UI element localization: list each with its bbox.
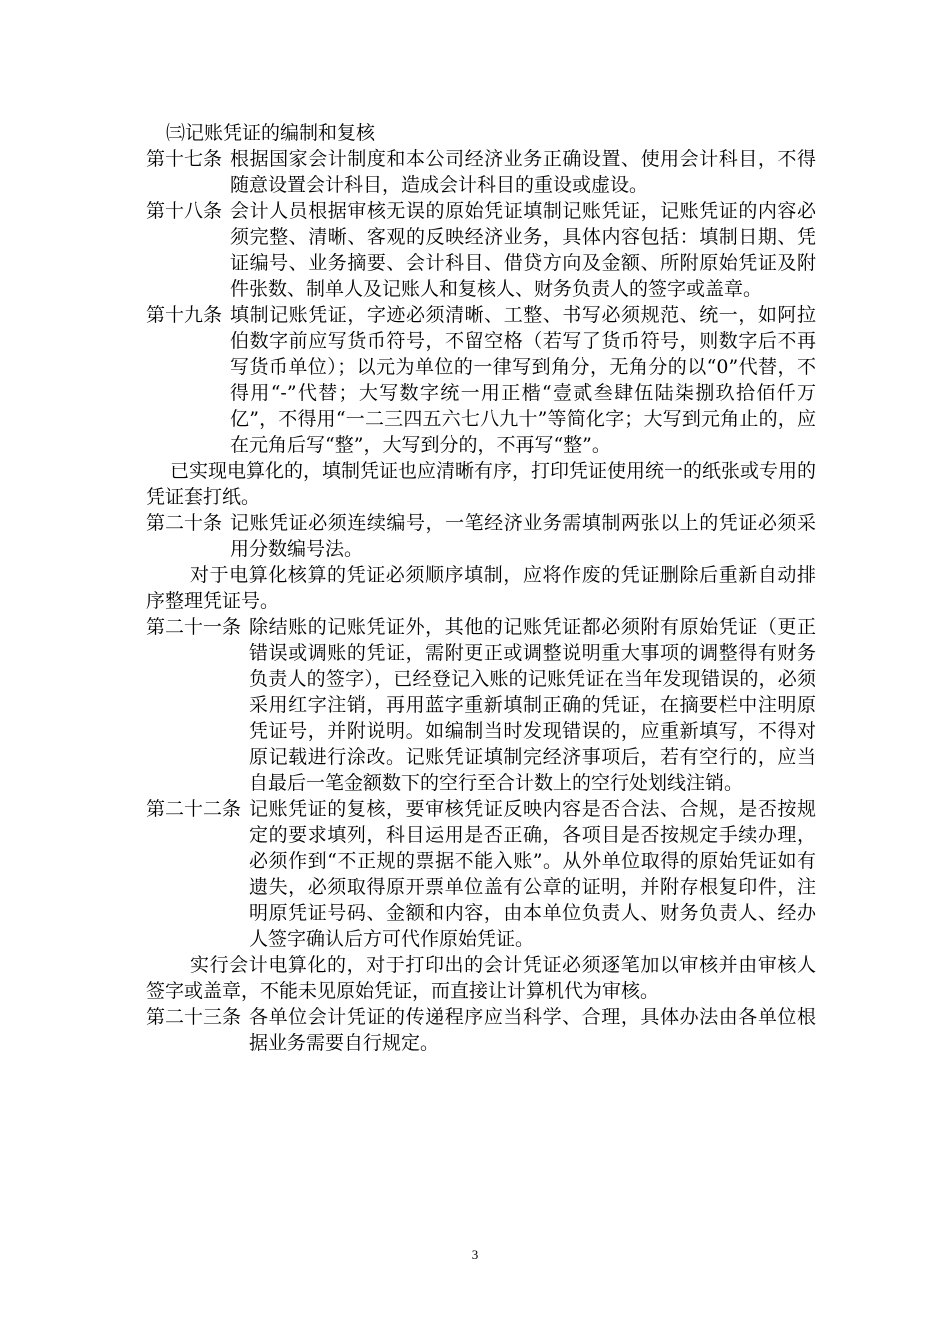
article-text: 会计人员根据审核无误的原始凭证填制记账凭证，记账凭证的内容必须完整、清晰、客观的反映经济业务，具体内容包括：填制日期、凭证编号、业务摘要、会计科目、借贷方向及金额、所附原始凭证及附件张数、制单人及记账人和复核人、财务负责人的签字或盖章。 (230, 200, 816, 300)
article-label: 第十九条 (146, 304, 223, 326)
article-18 (146, 198, 816, 302)
article-label: 第十七条 (146, 148, 223, 170)
section-heading: ㈢记账凭证的编制和复核 (166, 122, 376, 144)
paragraph-computerized-review: 实行会计电算化的，对于打印出的会计凭证必须逐笔加以审核并由审核人签字或盖章，不能未见原始凭证，而直接让计算机代为审核。 (146, 954, 816, 1002)
document-body (146, 120, 816, 1056)
article-text: 各单位会计凭证的传递程序应当科学、合理，具体办法由各单位根据业务需要自行规定。 (249, 1006, 816, 1054)
article-21 (146, 614, 816, 796)
article-text: 除结账的记账凭证外，其他的记账凭证都必须附有原始凭证（更正错误或调账的凭证，需附更正或调整说明重大事项的调整得有财务负责人的签字），已经登记入账的记账凭证在当年发现错误的，必须采用红字注销，再用蓝字重新填制正确的凭证，在摘要栏中注明原凭证号，并附说明。如编制当时发现错误的，应重新填写，不得对原记载进行涂改。记账凭证填制完经济事项后，若有空行的，应当自最后一笔金额数下的空行至合计数上的空行处划线注销。 (249, 616, 816, 794)
article-label: 第十八条 (146, 200, 223, 222)
article-23 (146, 1004, 816, 1056)
article-20 (146, 510, 816, 562)
article-text: 记账凭证的复核，要审核凭证反映内容是否合法、合规，是否按规定的要求填列，科目运用是否正确，各项目是否按规定手续办理，必须作到“不正规的票据不能入账”。从外单位取得的原始凭证如有遗失，必须取得原开票单位盖有公章的证明，并附存根复印件，注明原凭证号码、金额和内容，由本单位负责人、财务负责人、经办人签字确认后方可代作原始凭证。 (249, 798, 816, 950)
article-17 (146, 146, 816, 198)
article-19 (146, 302, 816, 458)
article-text: 根据国家会计制度和本公司经济业务正确设置、使用会计科目，不得随意设置会计科目，造成会计科目的重设或虚设。 (230, 148, 816, 196)
article-label: 第二十一条 (146, 616, 242, 638)
article-text: 记账凭证必须连续编号，一笔经济业务需填制两张以上的凭证必须采用分数编号法。 (230, 512, 816, 560)
article-text: 填制记账凭证，字迹必须清晰、工整、书写必须规范、统一，如阿拉伯数字前应写货币符号，不留空格（若写了货币符号，则数字后不再写货币单位）；以元为单位的一律写到角分，无角分的以“0”代替，不得用“-”代替；大写数字统一用正楷“壹贰叁肆伍陆柒捌玖拾佰仟万亿”，不得用“一二三四五六七八九十”等简化字；大写到元角止的，应在元角后写“整”，大写到分的，不再写“整”。 (230, 304, 816, 456)
paragraph-computerized-numbering: 对于电算化核算的凭证必须顺序填制，应将作废的凭证删除后重新自动排序整理凭证号。 (146, 564, 816, 612)
article-22 (146, 796, 816, 952)
article-label: 第二十二条 (146, 798, 242, 820)
article-label: 第二十条 (146, 512, 223, 534)
article-label: 第二十三条 (146, 1006, 242, 1028)
page-number: 3 (471, 1247, 479, 1262)
paragraph-computerized-vouchers: 已实现电算化的，填制凭证也应清晰有序，打印凭证使用统一的纸张或专用的凭证套打纸。 (146, 460, 817, 508)
